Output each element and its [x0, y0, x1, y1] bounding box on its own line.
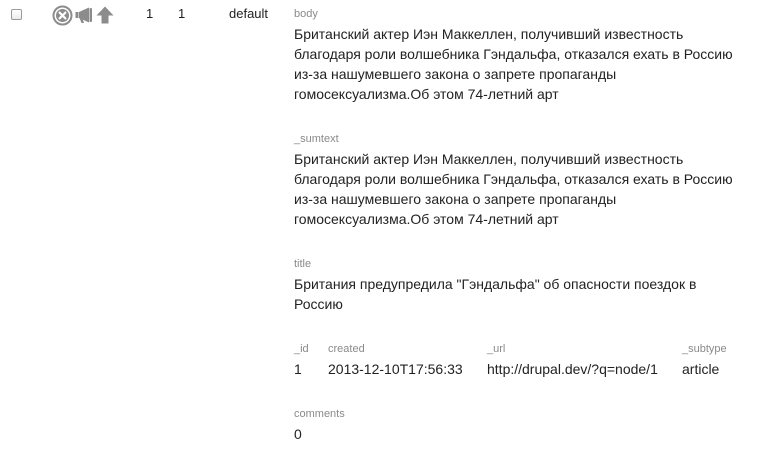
field-comments — [294, 408, 749, 444]
field-label: _sumtext — [294, 133, 339, 145]
field-label: _id — [294, 343, 309, 355]
row-select-checkbox[interactable] — [11, 9, 22, 20]
field-id — [294, 343, 309, 379]
field-title — [294, 258, 749, 314]
field-value: 1 — [294, 361, 302, 377]
field-label: _url — [487, 343, 506, 355]
field-label: comments — [294, 408, 345, 420]
field-value: article — [682, 361, 720, 377]
field-body — [294, 8, 749, 104]
row-type: default — [229, 6, 269, 21]
field-label: body — [294, 8, 318, 20]
field-value: Британский актер Иэн Маккеллен, получивший известность благодаря роли волшебника Гэндальфа, отказался ехать в Россию из-за нашумевшего закона о запрете пропаганды гомосексуализма.Об этом 74-летний арт — [294, 151, 733, 227]
field-value: http://drupal.dev/?q=node/1 — [487, 361, 658, 377]
row-actions — [52, 4, 115, 26]
field-value: 0 — [294, 426, 302, 442]
field-sumtext — [294, 133, 749, 229]
field-value: Британия предупредила "Гэндальфа" об опасности поездок в Россию — [294, 276, 697, 312]
field-label: _subtype — [682, 343, 727, 355]
announce-icon[interactable] — [74, 5, 94, 25]
delete-icon[interactable] — [52, 5, 73, 26]
row-count-b: 1 — [178, 6, 186, 21]
field-url — [487, 343, 658, 379]
field-subtype — [682, 343, 727, 379]
promote-icon[interactable] — [95, 5, 115, 25]
field-value: 2013-12-10T17:56:33 — [328, 361, 463, 377]
field-value: Британский актер Иэн Маккеллен, получивший известность благодаря роли волшебника Гэндальфа, отказался ехать в Россию из-за нашумевшего закона о запрете пропаганды гомосексуализма.Об этом 74-летний арт — [294, 26, 733, 102]
field-label: created — [328, 343, 365, 355]
field-label: title — [294, 258, 312, 270]
field-created — [328, 343, 463, 379]
row-count-a: 1 — [146, 6, 154, 21]
